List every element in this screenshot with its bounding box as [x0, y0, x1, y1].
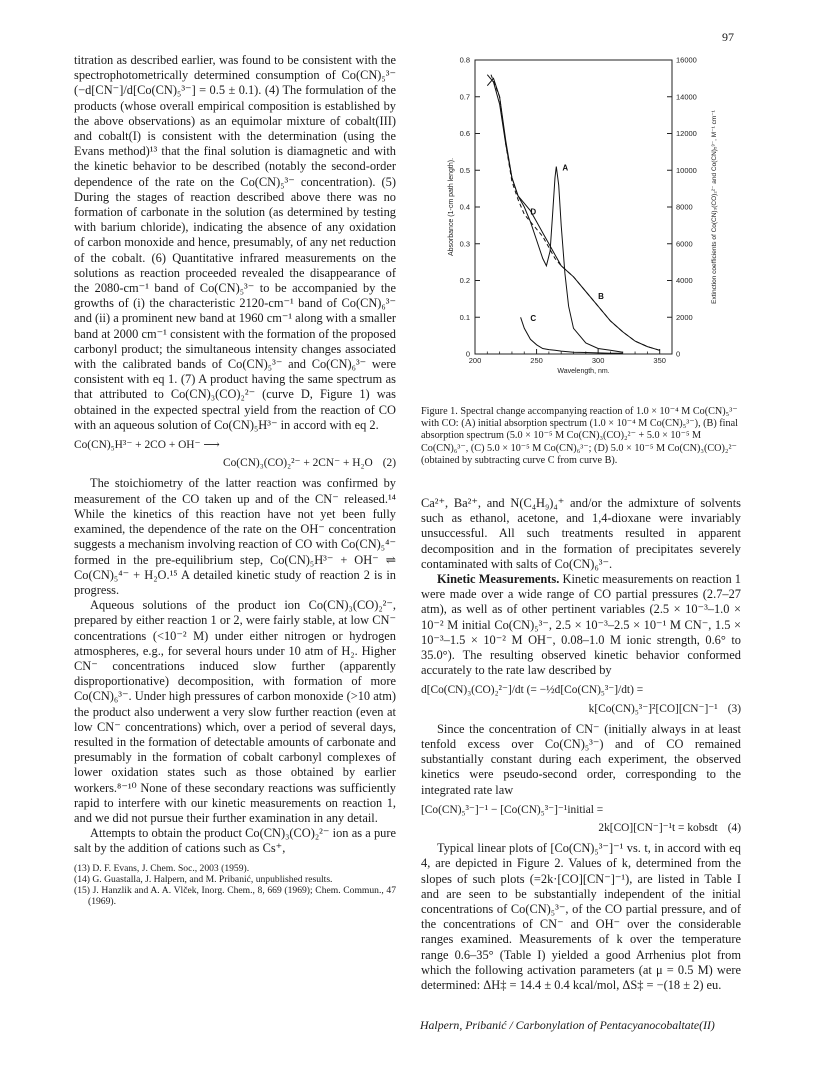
figure-1-chart — [420, 52, 745, 394]
x-axis-label: Wavelength, nm. — [557, 368, 610, 375]
paragraph: Ca²⁺, Ba²⁺, and N(C₄H₉)₄⁺ and/or the admixture of solvents such as ethanol, acetone, and 1,4-dioxane were invariably unsuccessful. All such treatments resulted in apparent decomposition and in the formation of precipitates severely contaminated with salts of Co(CN)₆³⁻. — [421, 496, 741, 571]
paragraph: Kinetic Measurements. Kinetic measurements on reaction 1 were made over a wide range of CO partial pressures (2.7–27 atm), as well as of other pertinent variables (2.5 × 10⁻³–1.0 × 10⁻² M initial Co(CN)₅³⁻, 2.5 × 10⁻³–2.5 × 10⁻¹ M CN⁻, 1.5 × 10⁻³–1.5 × 10⁻² M OH⁻, 0.08–1.0 M ionic strength, 0.6° to 35.0°). The resulting observed kinetic behavior conformed accurately to the rate law described by — [421, 572, 741, 678]
plot-frame — [475, 60, 672, 354]
y-tick-label: 0.5 — [459, 165, 470, 175]
paragraph: The stoichiometry of the latter reaction was confirmed by measurement of the CO taken up and of the CN⁻ released.¹⁴ While the kinetics of this reaction have not yet been fully examined, the dependence of the rate on the OH⁻ concentration suggests a mechanism involving reaction of CO with Co(CN)₅⁴⁻ formed in the pre-equilibrium step, Co(CN)₅H³⁻ + OH⁻ ⇌ Co(CN)₅⁴⁻ + H₂O.¹⁵ A detailed kinetic study of reaction 2 is in progress. — [74, 476, 396, 597]
y-right-tick-label: 12000 — [676, 129, 697, 138]
section-heading: Kinetic Measurements. — [437, 572, 560, 587]
equation-4-line2: 2k[CO][CN⁻]⁻¹t = kobsdt (4) — [421, 821, 741, 836]
x-tick-label: 250 — [530, 356, 543, 365]
footnotes — [74, 863, 396, 908]
x-tick-label: 200 — [468, 356, 482, 365]
equation-2-line1: Co(CN)₅H³⁻ + 2CO + OH⁻ ⟶ — [74, 439, 220, 452]
x-tick-label: 350 — [653, 356, 666, 365]
y-right-tick-label: 2000 — [676, 312, 693, 322]
equation-2-line2: Co(CN)₃(CO)₂²⁻ + 2CN⁻ + H₂O (2) — [74, 456, 396, 471]
equation-number: (4) — [727, 822, 741, 835]
y-right-tick-label: 6000 — [676, 239, 693, 249]
y-tick-label: 0 — [465, 349, 470, 359]
equation-number: (3) — [727, 702, 741, 715]
running-footer: Halpern, Pribanić / Carbonylation of Pentacyanocobaltate(II) — [420, 1018, 715, 1032]
series-label-c: C — [530, 313, 537, 323]
series-line-d — [491, 75, 660, 351]
footnote-15: (15) J. Hanzlik and A. A. Vlček, Inorg. Chem., 8, 669 (1969); Chem. Commun., 47 (1969). — [74, 884, 396, 908]
y-tick-label: 0.2 — [459, 276, 470, 285]
y-tick-label: 0.6 — [459, 129, 470, 138]
y-tick-label: 0.8 — [459, 55, 470, 65]
footnote-14: (14) G. Guastalla, J. Halpern, and M. Pribanić, unpublished results. — [74, 873, 333, 885]
figure-caption: Figure 1. Spectral change accompanying reaction of 1.0 × 10⁻⁴ M Co(CN)₅³⁻ with CO: (A) initial absorption spectrum (1.0 × 10⁻⁴ M Co(CN)₅³⁻), (B) final absorption spectrum (5.0 × 10⁻⁵ M Co(CN)₃(CO)₂²⁻ + 5.0 × 10⁻⁵ M Co(CN)₆³⁻, (C) 5.0 × 10⁻⁵ M Co(CN)₆³⁻; (D) 5.0 × 10⁻⁵ M Co(CN)₃(CO)₂²⁻ (obtained by subtracting curve C from curve B). — [421, 406, 738, 466]
footnote-13: (13) D. F. Evans, J. Chem. Soc., 2003 (1959). — [74, 862, 250, 874]
series-label-d: D — [530, 207, 537, 217]
left-column — [74, 53, 396, 907]
y-tick-label: 0.3 — [459, 239, 470, 249]
y-axis-label: Absorbance (1-cm path length). — [448, 157, 455, 257]
y-tick-label: 0.7 — [459, 92, 470, 102]
series-line-b — [487, 75, 659, 351]
equation-number: (2) — [382, 457, 396, 470]
y-tick-label: 0.1 — [459, 312, 470, 322]
x-tick-label: 300 — [591, 356, 605, 365]
paragraph: Attempts to obtain the product Co(CN)₃(CO)₂²⁻ ion as a pure salt by the addition of cations such as Cs⁺, — [74, 826, 396, 856]
page-number: 97 — [722, 30, 734, 44]
y-tick-label: 0.4 — [459, 202, 470, 212]
y-right-tick-label: 8000 — [676, 202, 693, 212]
paragraph: titration as described earlier, was found to be consistent with the spectrophotometrically determined consumption of Co(CN)₅³⁻ (−d[CN⁻]/d[Co(CN)₅³⁻] = 0.5 ± 0.1). (4) The formulation of the products (whose overall empirical composition is established by the above observations) as an equimolar mixture of cobalt(III) and cobalt(I) is consistent with the determination (using the Evans method)¹³ that the final solution is diamagnetic and with the kinetic behavior to be described (notably the second-order dependence of the rate on the Co(CN)₅³⁻ concentration). (5) During the stages of reaction described above there was no formation of carbonate in the solution (as determined by testing with barium chloride), indicating the absence of any oxidation of carbon monoxide and hence, presumably, of any net reduction of the cobalt. (6) Quantitative infrared measurements on the solutions as reaction proceeded revealed the disappearance of the 2080-cm⁻¹ band of Co(CN)₅³⁻ to be accompanied by the growths of (i) the characteristic 2120-cm⁻¹ band of Co(CN)₆³⁻ and (ii) a prominent new band at 1960 cm⁻¹ along with a smaller band at 2000 cm⁻¹ consistent with the formation of the proposed carbonyl product; the simultaneous intensity changes associated with the calibrated bands of Co(CN)₅³⁻ and Co(CN)₆³⁻ were consistent with eq 1. (7) A product having the same spectrum as that attributed to Co(CN)₃(CO)₂²⁻ (curve D, Figure 1) was obtained in the expected spectral yield from the reaction of CO with an aqueous solution of Co(CN)₅H³⁻ in accord with eq 2. — [74, 53, 396, 432]
right-column — [421, 496, 741, 993]
y-right-tick-label: 16000 — [676, 55, 697, 65]
paragraph: Typical linear plots of [Co(CN)₅³⁻]⁻¹ vs. t, in accord with eq 4, are depicted in Figure 2. Values of k, determined from the slopes of such plots (=2k·[CO][CN⁻]⁻¹), are listed in Table I and are seen to be substantially independent of the initial concentrations of Co(CN)₅³⁻, of the CO partial pressure, and of the concentrations of CN⁻ and OH⁻ over the considerable ranges examined. Measurements of k over the temperature range 0.6–35° (Table I) yielded a good Arrhenius plot from which the following activation parameters (at μ = 0.5 M) were determined: ΔH‡ = 14.4 ± 0.4 kcal/mol, ΔS‡ = −(18 ± 2) eu. — [421, 841, 741, 993]
paragraph: Aqueous solutions of the product ion Co(CN)₃(CO)₂²⁻, prepared by either reaction 1 or 2, were fairly stable, at low CN⁻ concentrations (<10⁻² M) under either nitrogen or hydrogen atmospheres, e.g., for several hours under 10 atm of H₂. Higher CN⁻ concentrations induced slow further (apparently disproportionative) decomposition, with formation of more Co(CN)₆³⁻. Under high pressures of carbon monoxide (>10 atm) the product also underwent a very slow further reaction (even at low CN⁻ concentrations) which, over a period of several days, resulted in the formation of detectable amounts of carbonate and presumably in the formation of cobalt carbonyl complexes of lower oxidation states such as those obtained by earlier workers.⁸⁻¹⁰ None of these secondary reactions was sufficiently rapid to interfere with our kinetic measurements on reaction 1, and we did not pursue their further examination in any detail. — [74, 598, 396, 825]
y-right-tick-label: 0 — [676, 349, 681, 359]
y-right-tick-label: 10000 — [676, 165, 697, 175]
series-label-a: A — [562, 163, 569, 173]
y-right-tick-label: 4000 — [676, 276, 693, 285]
y-right-axis-label: Extinction coefficients of Co(CN)₃(CO)₂²⁻ and Co(CN)₅³⁻, M⁻¹ cm⁻¹ — [711, 110, 718, 304]
series-label-b: B — [598, 291, 604, 301]
equation-4-line1: [Co(CN)₅³⁻]⁻¹ − [Co(CN)₅³⁻]⁻¹initial = — [421, 803, 604, 816]
equation-3-line2: k[Co(CN)₅³⁻]²[CO][CN⁻]⁻¹ (3) — [421, 702, 741, 717]
y-right-tick-label: 14000 — [676, 92, 697, 102]
paragraph: Since the concentration of CN⁻ (initially always in at least tenfold excess over Co(CN)₅³⁻) and of CO remained substantially constant during each experiment, the observed kinetics were pseudo-second order, corresponding to the integrated rate law — [421, 721, 741, 797]
equation-3-line1: d[Co(CN)₃(CO)₂²⁻]/dt (= −½d[Co(CN)₅³⁻]/dt) = — [421, 684, 644, 697]
